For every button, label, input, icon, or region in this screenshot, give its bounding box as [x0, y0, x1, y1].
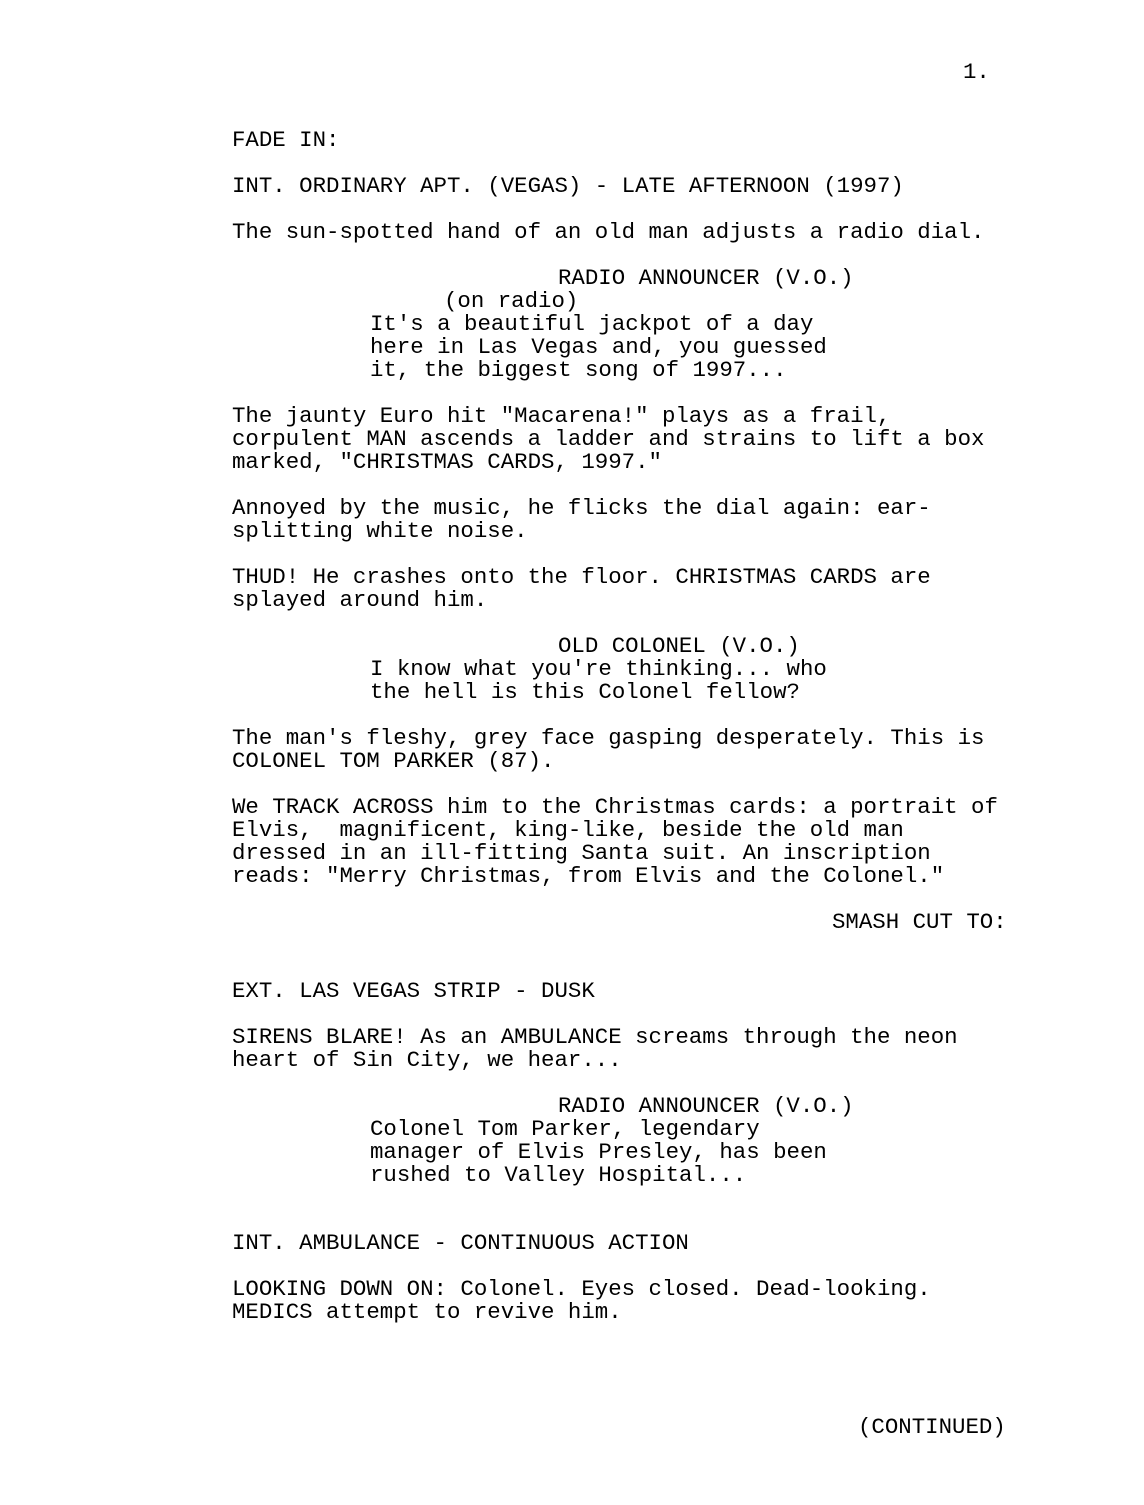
- page-number: 1.: [963, 59, 990, 85]
- dialogue-line: it, the biggest song of 1997...: [370, 357, 787, 383]
- action-line: SIRENS BLARE! As an AMBULANCE screams through the neon: [232, 1024, 958, 1050]
- transition-smash-cut: SMASH CUT TO:: [832, 909, 1007, 935]
- scene-heading: INT. AMBULANCE - CONTINUOUS ACTION: [232, 1230, 689, 1256]
- continued-marker: (CONTINUED): [858, 1414, 1006, 1440]
- transition-fade-in: FADE IN:: [232, 127, 340, 153]
- dialogue-line: It's a beautiful jackpot of a day: [370, 311, 814, 337]
- action-line: marked, "CHRISTMAS CARDS, 1997.": [232, 449, 662, 475]
- action-line: The sun-spotted hand of an old man adjusts a radio dial.: [232, 219, 985, 245]
- dialogue-line: manager of Elvis Presley, has been: [370, 1139, 827, 1165]
- action-line: splitting white noise.: [232, 518, 528, 544]
- action-line: splayed around him.: [232, 587, 488, 613]
- character-name: RADIO ANNOUNCER (V.O.): [558, 265, 854, 291]
- scene-heading: INT. ORDINARY APT. (VEGAS) - LATE AFTERNOON (1997): [232, 173, 904, 199]
- dialogue-line: I know what you're thinking... who: [370, 656, 827, 682]
- character-name: OLD COLONEL (V.O.): [558, 633, 800, 659]
- dialogue-line: here in Las Vegas and, you guessed: [370, 334, 827, 360]
- action-line: We TRACK ACROSS him to the Christmas cards: a portrait of: [232, 794, 998, 820]
- parenthetical: (on radio): [444, 288, 579, 314]
- dialogue-line: the hell is this Colonel fellow?: [370, 679, 800, 705]
- action-line: THUD! He crashes onto the floor. CHRISTMAS CARDS are: [232, 564, 931, 590]
- action-line: Annoyed by the music, he flicks the dial again: ear-: [232, 495, 931, 521]
- scene-heading: EXT. LAS VEGAS STRIP - DUSK: [232, 978, 595, 1004]
- action-line: Elvis, magnificent, king-like, beside the old man: [232, 817, 904, 843]
- action-line: corpulent MAN ascends a ladder and strains to lift a box: [232, 426, 985, 452]
- action-line: COLONEL TOM PARKER (87).: [232, 748, 555, 774]
- action-line: The jaunty Euro hit "Macarena!" plays as a frail,: [232, 403, 891, 429]
- action-line: reads: "Merry Christmas, from Elvis and the Colonel.": [232, 863, 945, 889]
- action-line: LOOKING DOWN ON: Colonel. Eyes closed. Dead-looking.: [232, 1276, 931, 1302]
- action-line: heart of Sin City, we hear...: [232, 1047, 622, 1073]
- character-name: RADIO ANNOUNCER (V.O.): [558, 1093, 854, 1119]
- dialogue-line: Colonel Tom Parker, legendary: [370, 1116, 760, 1142]
- action-line: The man's fleshy, grey face gasping desperately. This is: [232, 725, 985, 751]
- action-line: dressed in an ill-fitting Santa suit. An inscription: [232, 840, 931, 866]
- dialogue-line: rushed to Valley Hospital...: [370, 1162, 747, 1188]
- action-line: MEDICS attempt to revive him.: [232, 1299, 622, 1325]
